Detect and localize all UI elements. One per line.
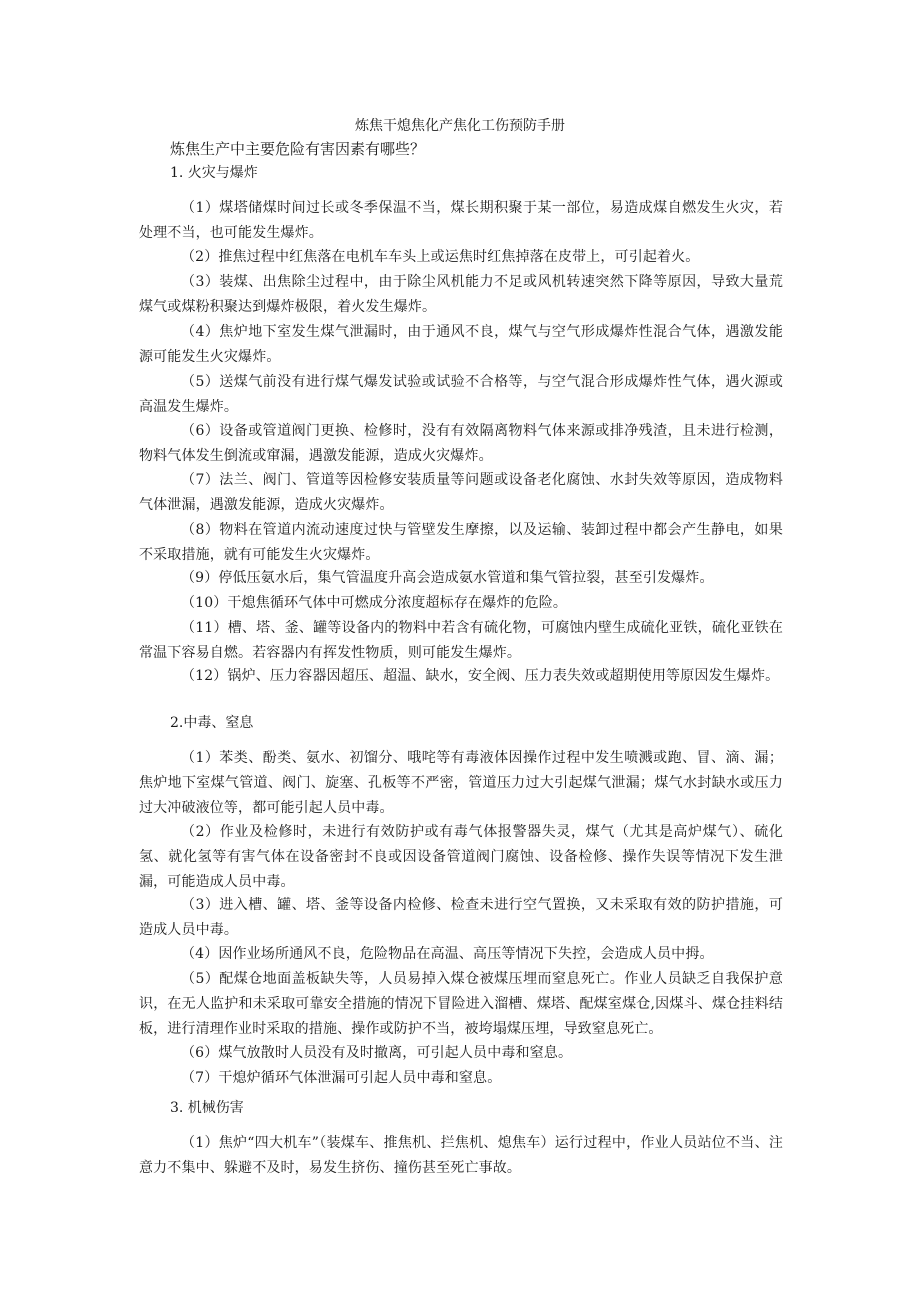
paragraph-poison-5: （5）配煤仓地面盖板缺失等，人员易掉入煤仓被煤压埋而窒息死亡。作业人员缺乏自我保护意识，在无人监护和未采取可靠安全措施的情况下冒险进入溜槽、煤塔、配煤室煤仓,因煤斗、煤仓挂料结板，进行清理作业时采取的措施、操作或防护不当，被垮塌煤压埋，导致窒息死亡。	[139, 971, 783, 1037]
section-heading-poisoning: 2.中毒、窒息	[170, 715, 254, 731]
paragraph-fire-2: （2）推焦过程中红焦落在电机车车头上或运焦时红焦掉落在皮带上，可引起着火。	[181, 249, 700, 265]
paragraph-fire-6: （6）设备或管道阀门更换、检修时，没有有效隔离物料气体来源或排净残渣，且未进行检测，物料气体发生倒流或窜漏，遇激发能源，造成火灾爆炸。	[139, 423, 783, 464]
paragraph-poison-7: （7）干熄炉循环气体泄漏可引起人员中毒和窒息。	[181, 1070, 502, 1086]
paragraph-fire-10: （10）干熄焦循环气体中可燃成分浓度超标存在爆炸的危险。	[181, 595, 568, 611]
paragraph-fire-8: （8）物料在管道内流动速度过快与管壁发生摩擦，以及运输、装卸过程中都会产生静电，如果不采取措施，就有可能发生火灾爆炸。	[139, 522, 783, 563]
paragraph-poison-6: （6）煤气放散时人员没有及时撤离，可引起人员中毒和窒息。	[181, 1045, 573, 1061]
paragraph-mechanical-1: （1）焦炉“四大机车”（装煤车、推焦机、拦焦机、熄焦车）运行过程中，作业人员站位不当、注意力不集中、躲避不及时，易发生挤伤、撞伤甚至死亡事故。	[139, 1135, 783, 1176]
paragraph-fire-9: （9）停低压氨水后，集气管温度升高会造成氨水管道和集气管拉裂，甚至引发爆炸。	[181, 570, 714, 586]
paragraph-fire-3: （3）装煤、出焦除尘过程中，由于除尘风机能力不足或风机转速突然下降等原因，导致大量荒煤气或煤粉积聚达到爆炸极限，着火发生爆炸。	[139, 274, 783, 315]
paragraph-poison-2: （2）作业及检修时，未进行有效防护或有毒气体报警器失灵，煤气（尤其是高炉煤气）、硫化氢、就化氢等有害气体在设备密封不良或因设备管道阀门腐蚀、设备检修、操作失误等情况下发生泄漏，可能造成人员中毒。	[139, 824, 783, 890]
paragraph-fire-4: （4）焦炉地下室发生煤气泄漏时，由于通风不良，煤气与空气形成爆炸性混合气体，遇激发能源可能发生火灾爆炸。	[139, 324, 783, 365]
paragraph-fire-12: （12）锅炉、压力容器因超压、超温、缺水，安全阀、压力表失效或超期使用等原因发生爆炸。	[181, 668, 780, 684]
question-heading: 炼焦生产中主要危险有害因素有哪些？	[170, 140, 426, 158]
paragraph-fire-5: （5）送煤气前没有进行煤气爆发试验或试验不合格等，与空气混合形成爆炸性气体，遇火源或高温发生爆炸。	[139, 374, 783, 415]
paragraph-fire-1: （1）煤塔储煤时间过长或冬季保温不当，煤长期积聚于某一部位，易造成煤自燃发生火灾，若处理不当，也可能发生爆炸。	[139, 200, 783, 241]
section-heading-fire-explosion: 1. 火灾与爆炸	[170, 165, 258, 181]
paragraph-fire-7: （7）法兰、阀门、管道等因检修安装质量等问题或设备老化腐蚀、水封失效等原因，造成物料气体泄漏，遇激发能源，造成火灾爆炸。	[139, 472, 783, 513]
paragraph-poison-3: （3）进入槽、罐、塔、釜等设备内检修、检查未进行空气置换，又未采取有效的防护措施，可造成人员中毒。	[139, 897, 783, 938]
paragraph-poison-4: （4）因作业场所通风不良，危险物品在高温、高压等情况下失控，会造成人员中拇。	[181, 946, 714, 962]
paragraph-poison-1: （1）苯类、酚类、氨水、初馏分、哦咤等有毒液体因操作过程中发生喷溅或跑、冒、滴、漏；焦炉地下室煤气管道、阀门、旋塞、孔板等不严密，管道压力过大引起煤气泄漏；煤气水封缺水或压力过大冲破液位等，都可能引起人员中毒。	[139, 750, 783, 816]
section-heading-mechanical: 3. 机械伤害	[170, 1100, 244, 1116]
document-title: 炼焦干熄焦化产焦化工伤预防手册	[355, 118, 565, 134]
paragraph-fire-11: （11）槽、塔、釜、罐等设备内的物料中若含有硫化物，可腐蚀内壁生成硫化亚铁，硫化亚铁在常温下容易自燃。若容器内有挥发性物质，则可能发生爆炸。	[139, 620, 783, 661]
